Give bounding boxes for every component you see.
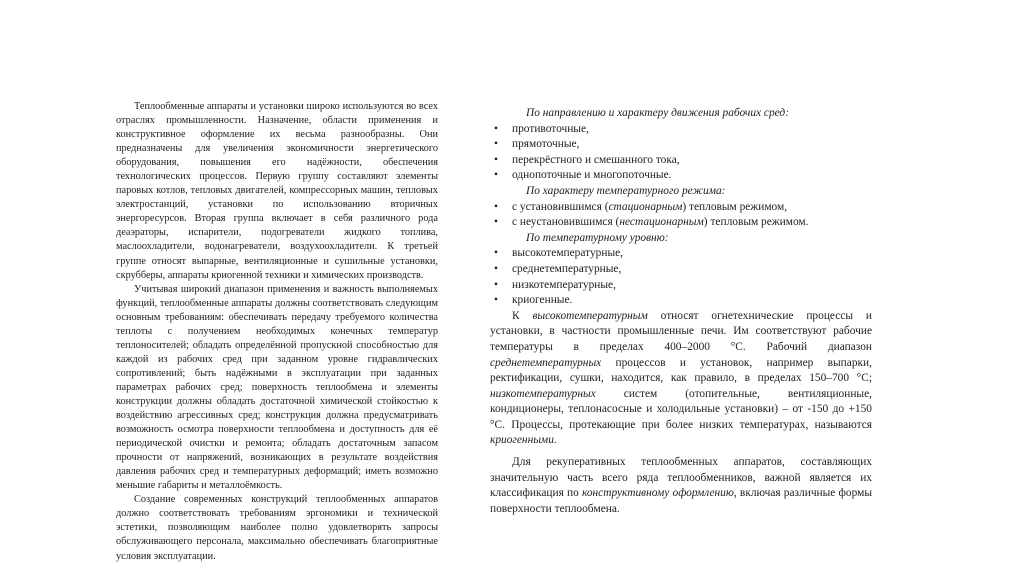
flow-heading: По направлению и характеру движения рабочих сред: (526, 107, 789, 119)
requirements-paragraph: Учитывая широкий диапазон применения и важность выполняемых функций, теплообменные аппараты должны соответствовать следующим основным требованиям: обеспечивать передачу требуемого количества теплоты с получением необходимых конечных температур теплоносителей; обладать определённой пропускной способностью для каждой из рабочих сред при заданном уровне гидравлических сопротивлений; быть надёжными в эксплуатации при заданных параметрах рабочих сред; поверхность теплообмена и элементы конструкции должны обладать достаточной химической стойкостью к воздействию агрессивных сред; конструкция должна предусматривать возможность осмотра поверхности теплообмена и доступность для её периодической очистки и ремонта; обладать достаточным запасом прочности от напряжений, возникающих в результате воздействия давления рабочих сред и температурных деформаций; иметь возможно меньшие габариты и металлоёмкость. (116, 283, 438, 492)
list-item: • среднетемпературные, (490, 262, 872, 278)
list-item: • однопоточные и многопоточные. (490, 168, 872, 184)
level-list (490, 246, 872, 308)
list-item: • высокотемпературные, (490, 246, 872, 262)
temperature-ranges-paragraph: К высокотемпературным относят огнетехнические процессы и установки, в частности промышленные печи. Им соответствуют рабочие температуры в пределах 400–2000 °С. Рабочий диапазон среднетемпературных процессов и установок, например выпарки, ректификации, сушки, находится, как правило, в пределах 150–700 °С; низкотемпературных систем (отопительные, вентиляционные, кондиционеры, теплонасосные и холодильные установки) – от -150 до +150 °С. Процессы, протекающие при более низких температурах, называются криогенными. (490, 309, 872, 447)
list-item: • прямоточные, (490, 137, 872, 153)
recuperative-paragraph: Для рекуперативных теплообменных аппаратов, составляющих значительную часть всего ряда теплообменников, важной является их классификация по конструктивному оформлению, включая различные формы поверхности теплообмена. (490, 456, 872, 515)
regime-list (490, 200, 872, 231)
temperature-regime-heading: По характеру температурного режима: (526, 184, 726, 197)
flow-list (490, 122, 872, 184)
list-item: • противоточные, (490, 122, 872, 138)
list-item: • низкотемпературные, (490, 278, 872, 294)
design-paragraph: Создание современных конструкций теплообменных аппаратов должно соответствовать требованиям эргономики и технической эстетики, позволяющим наиболее полно удовлетворять запросы обслуживающего персонала, максимально обеспечивать благоприятные условия эксплуатации. (116, 494, 438, 562)
list-item: • криогенные. (490, 293, 872, 309)
list-item: • перекрёстного и смешанного тока, (490, 153, 872, 169)
list-item: • с неустановившимся (нестационарным) тепловым режимом. (490, 215, 872, 231)
list-item: • с установившимся (стационарным) тепловым режимом, (490, 200, 872, 216)
right-column (490, 106, 872, 517)
temperature-level-heading: По температурному уровню: (526, 231, 669, 244)
left-column (116, 100, 438, 564)
intro-paragraph: Теплообменные аппараты и установки широко используются во всех отраслях промышленности. Назначение, области применения и конструктивное оформление их весьма разнообразны. Они предназначены для увеличения экономичности энергетического оборудования, повышения его надёжности, обеспечения технологических процессов. Первую группу составляют элементы паровых котлов, тепловых двигателей, компрессорных машин, тепловых электростанций, установки по использованию вторичных энергоресурсов. Вторая группа включает в себя различного рода деаэраторы, испарители, подогреватели жидкого топлива, маслоохладители, водонагреватели, воздухоохладители. К третьей группе относят выпарные, вентиляционные и сушильные установки, скрубберы, аппараты криогенной техники и химических производств. (116, 101, 438, 281)
